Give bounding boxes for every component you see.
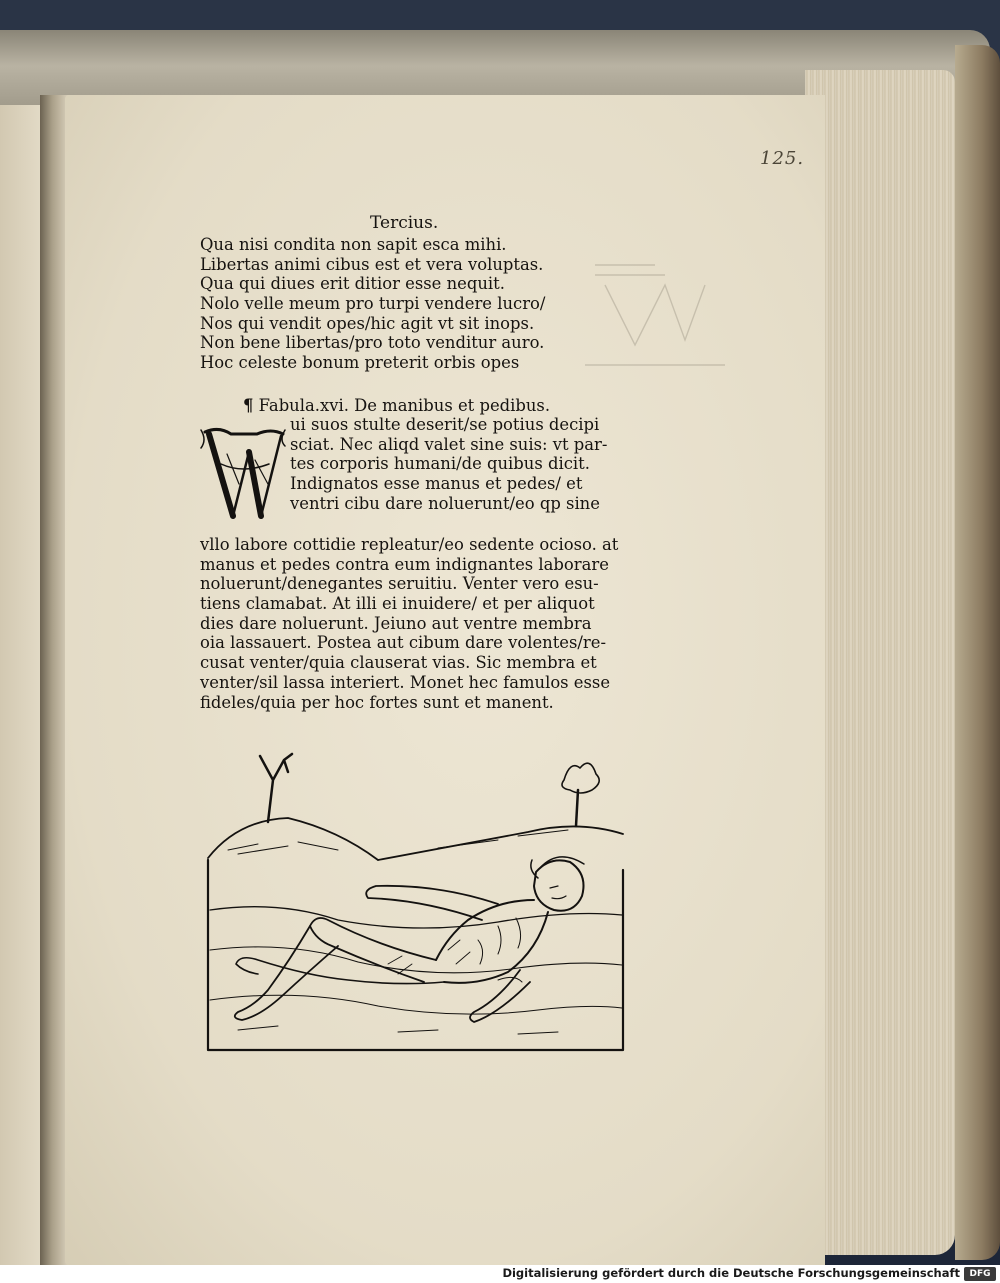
text-line: tiens clamabat. At illi ei inuidere/ et per aliquot xyxy=(200,594,595,614)
text-line: Indignatos esse manus et pedes/ et xyxy=(290,474,583,494)
text-line: ui suos stulte deserit/se potius decipi xyxy=(290,415,600,434)
text-line: oia lassauert. Postea aut cibum dare volentes/re- xyxy=(200,633,606,653)
woodcut-illustration xyxy=(198,750,628,1055)
verse-line: Qua qui diues erit ditior esse nequit. xyxy=(200,274,505,294)
text-line: manus et pedes contra eum indignantes laborare xyxy=(200,554,609,574)
folio-number: 125. xyxy=(760,148,805,169)
text-line: sciat. Nec aliqd valet sine suis: vt par- xyxy=(290,434,608,454)
text-line: cusat venter/quia clauserat vias. Sic membra et xyxy=(200,653,597,673)
decorated-initial xyxy=(199,424,287,524)
dfg-logo: DFG xyxy=(964,1267,996,1281)
book-cover-edge xyxy=(955,45,1000,1260)
text-line: tes corporis humani/de quibus dicit. xyxy=(290,454,590,474)
text-line: fideles/quia per hoc fortes sunt et manent. xyxy=(200,692,554,712)
facing-page xyxy=(0,105,45,1265)
verse-line: Nolo velle meum pro turpi vendere lucro/ xyxy=(200,294,546,314)
footer-credit: Digitalisierung gefördert durch die Deutsche Forschungsgemeinschaft xyxy=(502,1266,960,1280)
fable-text-indented xyxy=(290,415,607,513)
show-through-marks xyxy=(575,245,755,375)
verse-line: Hoc celeste bonum preterit orbis opes xyxy=(200,353,520,373)
text-line: noluerunt/denegantes seruitiu. Venter vero esu- xyxy=(200,574,599,594)
fable-heading xyxy=(243,396,550,415)
verse-block xyxy=(200,235,545,373)
verse-line: Qua nisi condita non sapit esca mihi. xyxy=(200,235,507,254)
verse-line: Non bene libertas/pro toto venditur auro. xyxy=(200,333,545,353)
text-line: dies dare noluerunt. Jeiuno aut ventre membra xyxy=(200,613,592,633)
pilcrow-icon: ¶ xyxy=(243,396,254,415)
verse-line: Libertas animi cibus est et vera voluptas. xyxy=(200,254,544,274)
verse-line: Nos qui vendit opes/hic agit vt sit inops. xyxy=(200,313,535,333)
text-line: venter/sil lassa interiert. Monet hec famulos esse xyxy=(200,672,611,692)
fable-text xyxy=(200,535,618,712)
text-line: ventri cibu dare noluerunt/eo qp sine xyxy=(290,493,600,513)
fable-heading-text: Fabula.xvi. De manibus et pedibus. xyxy=(258,396,551,415)
page-stack xyxy=(805,70,955,1255)
text-line: vllo labore cottidie repleatur/eo sedente ocioso. at xyxy=(200,535,619,554)
running-head: Tercius. xyxy=(370,213,439,233)
